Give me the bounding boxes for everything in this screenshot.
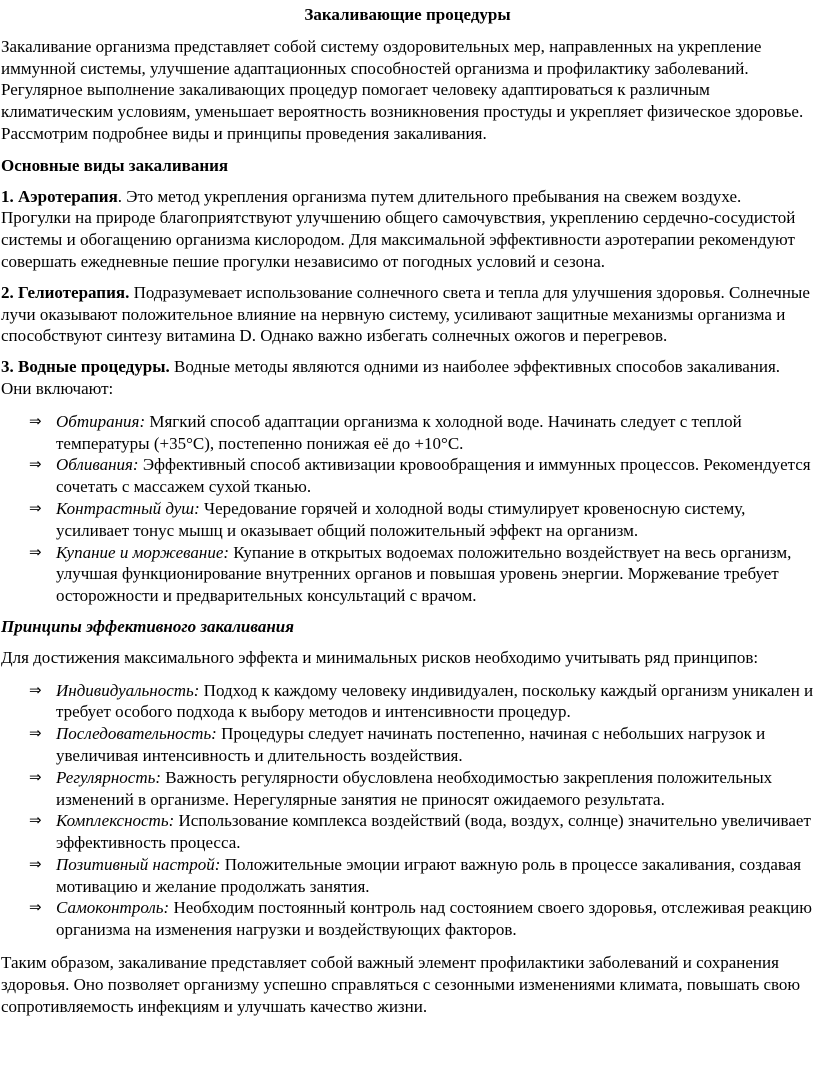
type-aerotherapy: 1. Аэротерапия. Это метод укрепления организма путем длительного пребывания на свежем воздухе. Прогулки на природе благоприятствуют улучшению общего самочувствия, укреплению сердечно-сосудистой системы и обогащению организма кислородом. Для максимальной эффективности аэротерапии рекомендуют совершать ежедневные пешие прогулки независимо от погодных условий и сезона.	[1, 186, 796, 271]
list-item	[0, 767, 816, 811]
item-text: Подход к каждому человеку индивидуален, поскольку каждый организм уникален и требует особого подхода к выбору методов и интенсивности процедур.	[56, 680, 814, 722]
list-item	[0, 454, 816, 498]
item-term: Позитивный настрой:	[56, 854, 221, 874]
double-arrow-icon: ⇒	[29, 455, 42, 474]
list-item	[0, 897, 816, 941]
item-text: Положительные эмоции играют важную роль в процессе закаливания, создавая мотивацию и желание продолжать занятия.	[56, 854, 802, 896]
page-title: Закаливающие процедуры	[304, 5, 511, 24]
types-heading: Основные виды закаливания	[1, 155, 229, 175]
item-term: Контрастный душ:	[56, 498, 200, 518]
double-arrow-icon: ⇒	[29, 680, 42, 699]
item-term: Обтирания:	[56, 411, 146, 431]
item-text: Использование комплекса воздействий (вода, воздух, солнце) значительно увеличивает эффективность процесса.	[56, 811, 811, 853]
list-item	[0, 854, 816, 898]
list-item	[0, 498, 816, 542]
double-arrow-icon: ⇒	[29, 811, 42, 830]
double-arrow-icon: ⇒	[29, 724, 42, 743]
item-term: Комплексность:	[56, 811, 175, 831]
item-term: Купание и моржевание:	[56, 542, 230, 562]
item-text: Процедуры следует начинать постепенно, начиная с небольших нагрузок и увеличивая интенсивность и длительность воздействия.	[56, 724, 766, 765]
item-term: Индивидуальность:	[56, 680, 200, 700]
item-text: Купание в открытых водоемах положительно воздействует на весь организм, улучшая функционирование внутренних органов и повышая уровень энергии. Моржевание требует осторожности и предварительных консультаций с врачом.	[56, 542, 792, 606]
double-arrow-icon: ⇒	[29, 898, 42, 917]
item-text: Необходим постоянный контроль над состоянием своего здоровья, отслеживая реакцию организма на изменения нагрузки и воздействующих факторов.	[56, 898, 812, 940]
list-item	[0, 810, 816, 854]
item-term: Обливания:	[56, 455, 139, 475]
item-text: Мягкий способ адаптации организма к холодной воде. Начинать следует с теплой температуры (+35°С), постепенно понижая её до +10°С.	[56, 411, 742, 453]
item-text: Чередование горячей и холодной воды стимулирует кровеносную систему, усиливает тонус мышц и оказывает общий положительный эффект на организм.	[56, 498, 746, 540]
double-arrow-icon: ⇒	[29, 542, 42, 561]
type-heliotherapy	[0, 282, 816, 347]
item-term: Самоконтроль:	[56, 898, 170, 918]
conclusion-paragraph: Таким образом, закаливание представляет собой важный элемент профилактики заболеваний и сохранения здоровья. Оно позволяет организму успешно справляться с сезонными изменениями климата, повышать свою сопротивляемость инфекциям и улучшать качество жизни.	[1, 953, 801, 1016]
list-item	[0, 680, 816, 724]
item-term: Последовательность:	[56, 724, 217, 744]
type-text: Водные методы являются одними из наиболее эффективных способов закаливания. Они включают:	[1, 357, 781, 398]
item-text: Важность регулярности обусловлена необходимостью закрепления положительных изменений в организме. Нерегулярные занятия не приносят ожидаемого результата.	[56, 767, 773, 809]
type-text: Подразумевает использование солнечного света и тепла для улучшения здоровья. Солнечные лучи оказывают положительное влияние на нервную систему, усиливают защитные механизмы организма и способствуют синтезу витамина D. Однако важно избегать солнечных ожогов и перегревов.	[1, 282, 810, 346]
list-item	[0, 411, 816, 455]
intro-paragraph: Закаливание организма представляет собой систему оздоровительных мер, направленных на укрепление иммунной системы, улучшение адаптационных способностей организма и профилактику заболеваний. Регулярное выполнение закаливающих процедур помогает человеку адаптироваться к различным климатическим условиям, уменьшает вероятность возникновения простуды и укрепляет физическое здоровье. Рассмотрим подробнее виды и принципы проведения закаливания.	[1, 36, 804, 143]
double-arrow-icon: ⇒	[29, 767, 42, 786]
item-text: Эффективный способ активизации кровообращения и иммунных процессов. Рекомендуется сочетать с массажем сухой тканью.	[56, 455, 811, 497]
type-text: Это метод укрепления организма путем длительного пребывания на свежем воздухе. Прогулки на природе благоприятствуют улучшению общего самочувствия, укреплению сердечно-сосудистой системы и обогащению организма кислородом. Для максимальной эффективности аэротерапии рекомендуют совершать ежедневные пешие прогулки независимо от погодных условий и сезона.	[1, 186, 796, 271]
principles-list	[0, 680, 816, 942]
water-procedures-list	[0, 411, 816, 607]
item-term: Регулярность:	[56, 767, 162, 787]
double-arrow-icon: ⇒	[29, 498, 42, 517]
type-heading: 3. Водные процедуры.	[1, 357, 170, 377]
list-item	[0, 542, 816, 607]
type-heading: 2. Гелиотерапия.	[1, 282, 130, 302]
double-arrow-icon: ⇒	[29, 411, 42, 430]
principles-heading: Принципы эффективного закаливания	[1, 616, 295, 636]
principles-intro: Для достижения максимального эффекта и минимальных рисков необходимо учитывать ряд принципов:	[1, 647, 759, 667]
type-water	[0, 356, 816, 400]
type-heading: 1. Аэротерапия	[1, 186, 118, 206]
list-item	[0, 723, 816, 767]
double-arrow-icon: ⇒	[29, 854, 42, 873]
